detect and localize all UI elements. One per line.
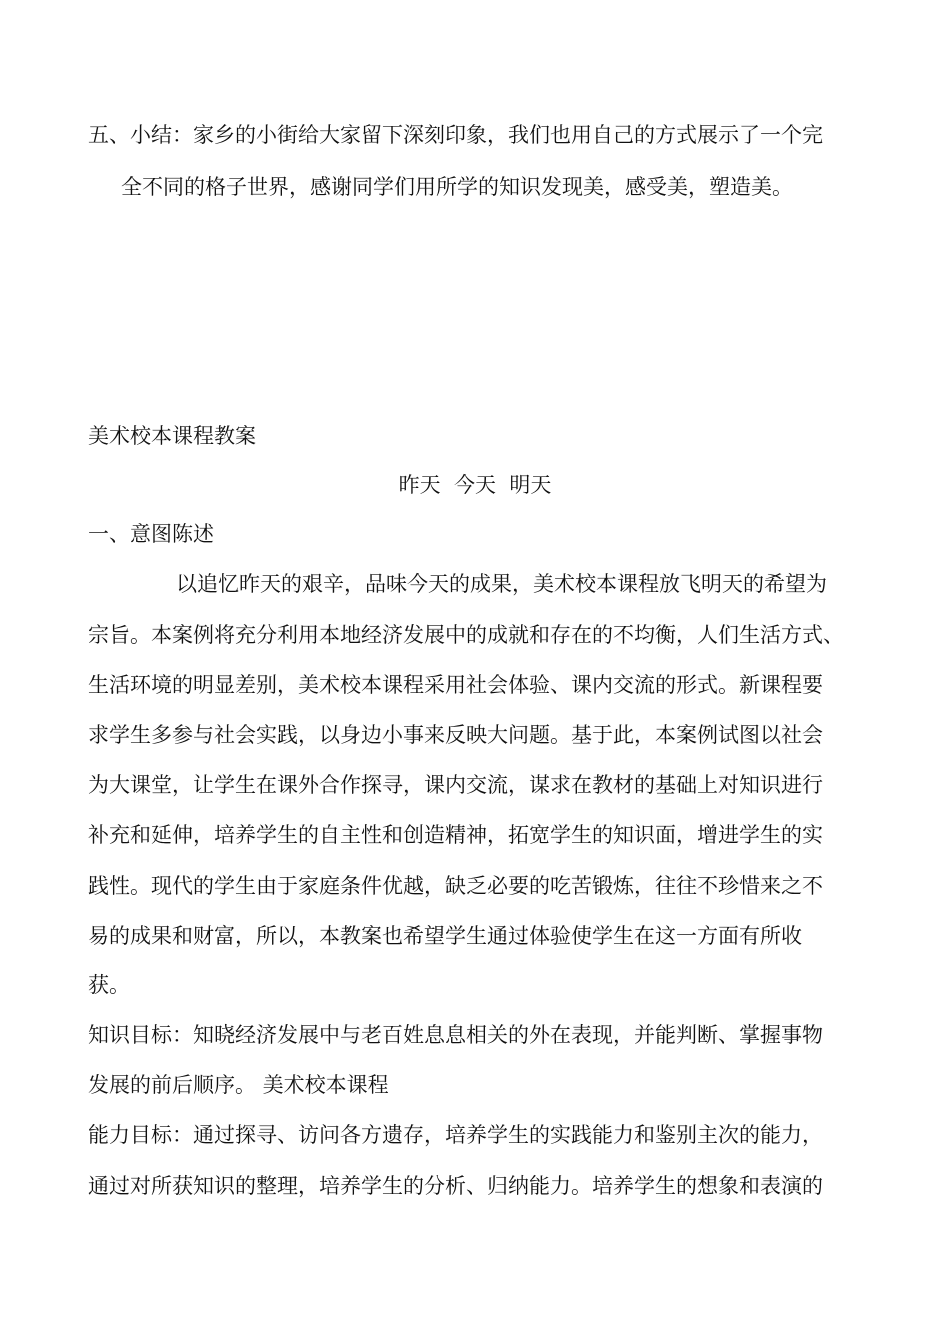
intent-paragraph-line: 宗旨。本案例将充分利用本地经济发展中的成就和存在的不均衡，人们生活方式、 [88,623,844,647]
intent-paragraph-line: 生活环境的明显差别，美术校本课程采用社会体验、课内交流的形式。新课程要 [88,673,823,697]
knowledge-goal-line: 发展的前后顺序。 美术校本课程 [88,1073,389,1097]
summary-line-1: 五、小结：家乡的小街给大家留下深刻印象，我们也用自己的方式展示了一个完 [88,123,823,147]
doc-header: 美术校本课程教案 [88,424,256,448]
intent-paragraph-line: 易的成果和财富，所以，本教案也希望学生通过体验使学生在这一方面有所收 [88,924,802,948]
intent-paragraph-line: 践性。现代的学生由于家庭条件优越，缺乏必要的吃苦锻炼，往往不珍惜来之不 [88,874,823,898]
knowledge-goal-line: 知识目标：知晓经济发展中与老百姓息息相关的外在表现，并能判断、掌握事物 [88,1023,823,1047]
intent-paragraph-line: 补充和延伸，培养学生的自主性和创造精神，拓宽学生的知识面，增进学生的实 [88,823,823,847]
intent-paragraph-line: 以追忆昨天的艰辛，品味今天的成果，美术校本课程放飞明天的希望为 [176,572,827,596]
section-heading-intent: 一、意图陈述 [88,522,214,546]
ability-goal-line: 通过对所获知识的整理，培养学生的分析、归纳能力。培养学生的想象和表演的 [88,1174,823,1198]
doc-title: 昨天 今天 明天 [398,473,552,497]
ability-goal-line: 能力目标：通过探寻、访问各方遗存，培养学生的实践能力和鉴别主次的能力， [88,1123,823,1147]
intent-paragraph-line: 获。 [88,973,130,997]
summary-line-2: 全不同的格子世界，感谢同学们用所学的知识发现美，感受美，塑造美。 [121,175,793,199]
intent-paragraph-line: 为大课堂，让学生在课外合作探寻，课内交流，谋求在教材的基础上对知识进行 [88,773,823,797]
intent-paragraph-line: 求学生多参与社会实践，以身边小事来反映大问题。基于此，本案例试图以社会 [88,723,823,747]
